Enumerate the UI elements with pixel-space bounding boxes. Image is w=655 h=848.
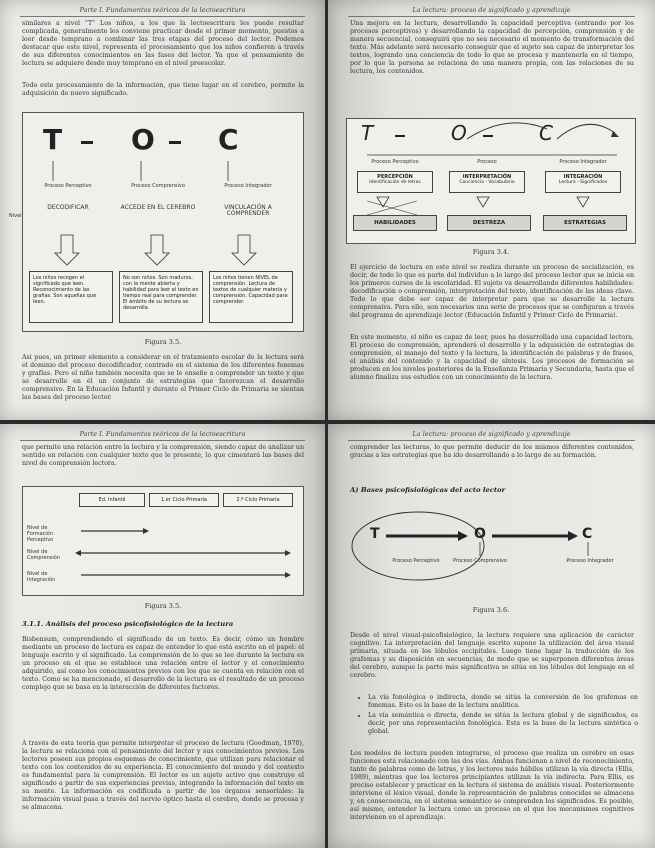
column-title: Proceso Integrador [559,159,607,165]
level-arrows [23,487,305,597]
letter-t: T [43,123,63,156]
letter-c: C [539,121,553,145]
page-top-left [0,0,325,420]
description-box: Los niños tienen NIVEL de comprensión. Lectura de textos de cualquier materia y comprensión. Capacidad para comprender. [209,271,293,323]
paragraph: Los modelos de lectura pueden integrarse, el proceso que realiza un cerebro en esas funciones está relacionado con las dos vías. Ambas funcionan a nivel de reconocimiento, tanto de palabras como de letras, y los lectores más hábiles utilizan la vía directa (Ellis, 1989), mientras que los lectores principiantes utilizan la vía indirecta. Para Ellis, es preciso establecer y practicar en la lectura el sistema de análisis visual. Posteriormente interviene el léxico visual, donde la representación de palabras conocidas se almacena y, en consecuencia, en el sistema semántico se comprenden los significados. Es posible, así mismo, entender la lectura como un proceso en el que los mecanismos cognitivos intervienen en el aprendizaje. [350,750,634,821]
bullet-list [358,694,638,738]
process-box-title: INTERPRETACIÓN [462,174,512,180]
result-box: ESTRATEGIAS [543,215,627,231]
letter-c: C [218,123,239,156]
paragraph: Así pues, un primer elemento a considerar en el tratamiento escolar de la lectura será el dominio del proceso decodificador, centrado en el sistema de los diferentes fonemas y grafías. Pero el niño también necesita que se le enseñe a comprender un texto y que se desarrolle en él un conjunto de estrategias que favorezcan el desarrollo comprensivo. En la Educación Infantil y durante el Primer Ciclo de Primaria se sientan las bases del proceso lector. [22,354,304,401]
paragraph: Una mejora en la lectura, desarrollando la capacidad perceptiva (entrando por los procesos perceptivos) y desarrollando la capacidad de percepción, comprensión y de manera secuencial, conseguirá que no sea necesario el momento de transformación del texto. Más adelante será necesario conseguir que el sujeto sea capaz de interpretar los textos, logrando una conciencia de todo lo que se procesa y mantenerla en el tiempo, por lo que la persona se relaciona de una manera propia, con las relaciones de su lectura, los contenidos. [350,20,634,75]
process-box-sub: Lectura - Significados [558,180,608,185]
ellipse-diagram [346,506,636,598]
process-box [449,171,525,193]
bullet-item: • La vía semántica o directa, donde se sitúa la lectura global y de significados, es decir, por una representación fonológica. Esta es la base de la lectura sintética o global. [368,712,638,736]
description-box: Los niños recogen el significado que leen. Reconocimiento de las grafías. Son aquellas que leen. [29,271,113,323]
running-head: Parte I. Fundamentos teóricos de la lectoescritura [20,430,305,441]
figure-caption: Figura 3.4. [472,248,510,256]
figure-caption: Figura 3.5. [144,338,182,346]
process-box-title: PERCEPCIÓN [377,174,413,180]
paragraph: similares a nivel "T" Los niños, a los que la lectoescritura les puede resultar complicada, generalmente les conviene practicar desde el primer momento, puestos a leer desde temprano a combinar las tres etapas del proceso del lector. Podemos destacar que este nivel, representa el procesamiento que los niños confieren a través de sus diferentes conocimientos en las fases del lector. Ya que el pensamiento de lectura se adquiere desde muy temprano en el nivel preescolar. [22,20,304,67]
section-title: A) Bases psicofisiológicas del acto lector [350,486,506,494]
process-box-sub: Identificación de letras [369,180,421,185]
column-title: Proceso Perceptivo [44,183,92,189]
page-bottom-left [0,424,325,848]
column-title: Proceso Integrador [224,183,272,189]
process-label: Proceso Comprensivo [453,558,507,564]
stage-box: 2.º Ciclo Primaria [223,493,293,507]
process-box [357,171,433,193]
result-box: DESTREZA [447,215,531,231]
letter-c: C [582,526,593,542]
stage-box: 1.er Ciclo Primaria [149,493,219,507]
description-box: No son niños. Son maduros, con la mente abierta y habilidad para leer el texto en tiempo real para comprender. El ámbito de su lectura se desarrolla. [119,271,203,323]
toc-process-diagram [346,118,636,244]
process-label: Proceso Perceptivo [392,558,440,564]
letter-t: T [361,121,374,145]
column-title: Proceso Perceptivo [371,159,419,165]
paragraph: El ejercicio de lectura en este nivel se realiza durante un proceso de socialización, es decir, de todo lo que es parte del individuo a lo largo del proceso lector que se inicia en los primeros cursos de la escolaridad. El sujeto va desarrollando diferentes habilidades: decodificación o comprensión, interpretación del texto, identificación de las ideas clave. Todo lo que debe ser capaz de interpretar para que se desarrolle la lectura comprensiva. Para ello, son necesarios una serie de procesos que se configuran a través del programa de aprendizaje lector (Educación Infantil y Primer Ciclo de Primaria). [350,264,634,319]
paragraph: que permite una relación entre la lectura y la comprensión, siendo capaz de analizar un sentido en relación con cualquier texto que le presente, lo que cimentará las bases del nivel de comprensión lectora. [22,444,304,467]
bullet-item: • La vía fonológica o indirecta, donde se sitúa la conversión de los grafemas en fonemas. Esto es la base de la lectura analítica. [368,694,638,710]
reading-process-diagram [346,506,636,598]
page-bottom-right [328,424,655,848]
letter-o: O [451,121,467,145]
process-box-title: INTEGRACIÓN [563,174,603,180]
level-label: Nivel de Formación Perceptivo [27,525,54,543]
running-head: La lectura: proceso de significado y aprendizaje [348,430,635,441]
toc-diagram [9,112,304,332]
paragraph: En este momento, el niño es capaz de leer, pues ha desarrollado una capacidad lectora. El proceso de comprensión, aprenderá el desarrollo y la adquisición de estrategias de comprensión, el manejo del texto y la lectura, la identificación de palabras y de frases, el análisis del contenido y la capacidad de síntesis. Los procesos de formación se producen en los niveles posteriores de la Enseñanza Primaria y Secundaria, hasta que el alumno finaliza sus estudios con un conocimiento de la lectura. [350,334,634,381]
column-title: Proceso Comprensivo [131,183,185,189]
process-box-sub: Conciencia - Vocabulario [459,180,515,185]
column-label: VINCULACIÓN A COMPRENDER [224,204,272,217]
running-head: Parte I. Fundamentos teóricos de la lectoescritura [20,6,305,17]
letter-o: O [474,526,486,542]
figure-caption: Figura 3.6. [472,606,510,614]
figure-caption: Figura 3.5. [144,602,182,610]
page-top-right [328,0,655,420]
letter-t: T [370,526,380,542]
column-label: DECODIFICAR [47,204,89,211]
result-box: HABILIDADES [353,215,437,231]
section-title: 3.1.1. Análisis del proceso psicofisiológico de la lectura [22,620,234,628]
running-head: La lectura: proceso de significado y aprendizaje [348,6,635,17]
side-label: Nivel [9,213,22,219]
column-label: ACCEDE EN EL CEREBRO [120,204,196,211]
column-title: Proceso [477,159,497,165]
letter-o: O [131,123,155,156]
process-label: Proceso Integrador [566,558,614,564]
level-label: Nivel de Integración [27,571,56,583]
paragraph: Todo este procesamiento de la información, que tiene lugar en el cerebro, permite la adquisición de nuevo significado. [22,82,304,97]
level-label: Nivel de Comprensión [27,549,61,561]
paragraph: A través de esta teoría que permite interpretar el proceso de lectura (Goodman, 1970), la lectura se relaciona con el pensamiento del lector y sus conocimientos previos. Los lectores poseen sus propios esquemas de conocimiento, que utilizan para relacionar el texto con los contenidos de su experiencia. El conocimiento del mundo y del contexto es fundamental para la comprensión. El lector es un sujeto activo que construye el significado a partir de sus experiencias previas, integrando la información del texto en su mente. La información es codificada a partir de los órganos sensoriales: la información visual pasa a través del nervio óptico hasta el cerebro, donde se procesa y se almacena. [22,740,304,811]
stage-box: Ed. Infantil [79,493,145,507]
paragraph: Desde el nivel visual-psicofisiológico, la lectura requiere una aplicación de carácter cognitivo. La interpretación del lenguaje escrito supone la utilización del área visual primaria, situada en los lóbulos occipitales. Luego tiene lugar la traducción de los grafemas y su disposición en secuencias, de modo que se superponen diferentes áreas del cerebro, aunque la parte más significativa se sitúa en los lóbulos del lenguaje en el cerebro. [350,632,634,679]
paragraph: Bisbensum, comprendiendo el significado de un texto. Es decir, cómo un hombre mediante un proceso de lectura es capaz de entender lo que está escrito en el papel: el lenguaje escrito y el significado. La comprensión de lo que se lee durante la lectura es un proceso en el que se establece una relación entre el lector y el conocimiento adquirido, así como los conocimientos previos con los que se cuenta en relación con el texto. Como se ha mencionado, el desarrollo de la lectura es el resultado de un proceso complejo que se basa en la interacción de diferentes factores. [22,636,304,691]
process-box [545,171,621,193]
paragraph: comprender las lecturas, lo que permite deducir de los mismos diferentes contenidos, gracias a las estrategias que ha ido desarrollando a lo largo de su formación. [350,444,634,459]
levels-diagram [22,486,304,596]
